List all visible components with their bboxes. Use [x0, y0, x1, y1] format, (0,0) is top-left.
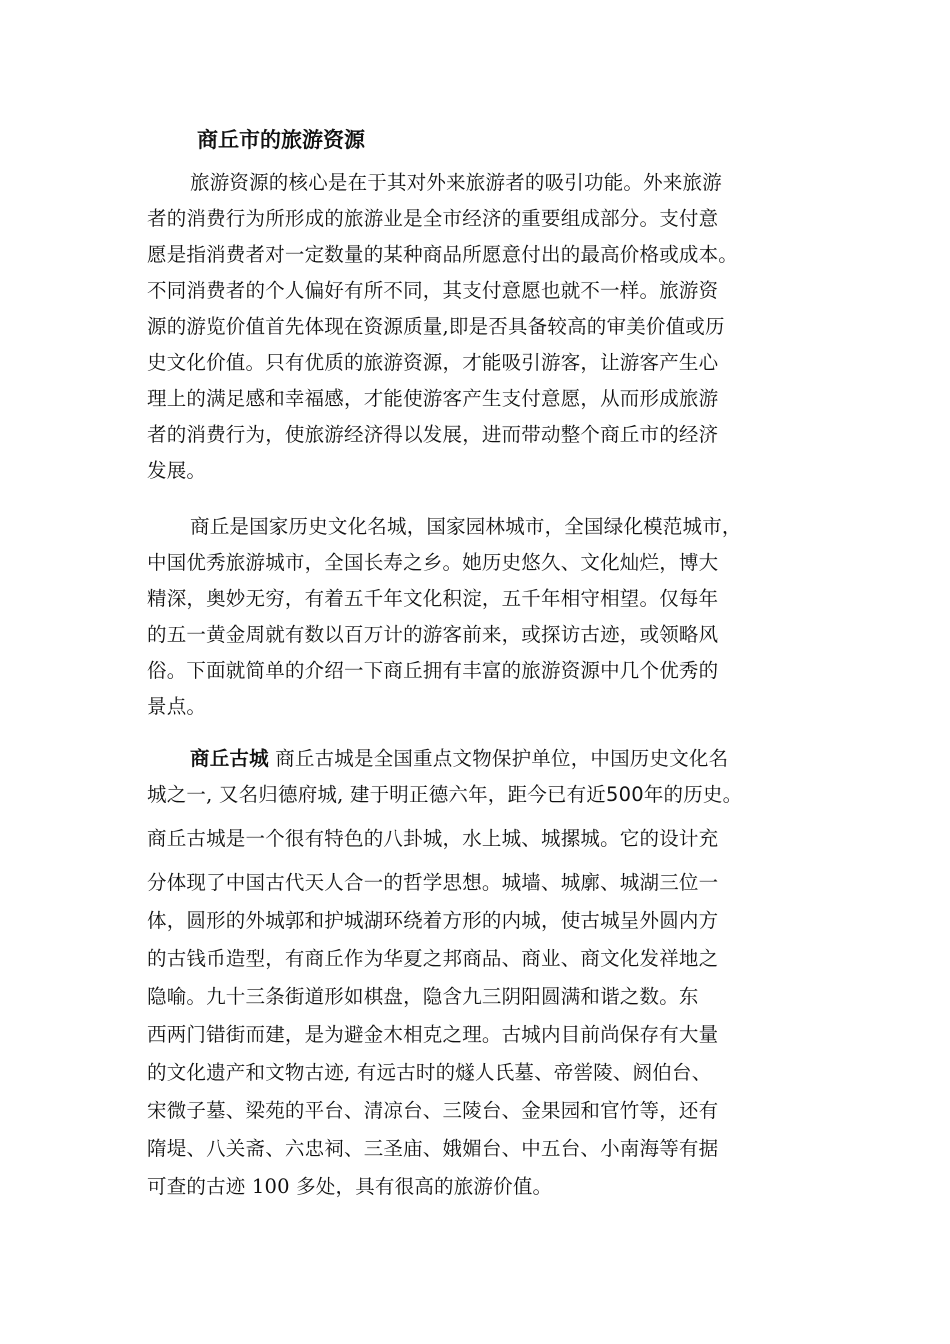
- paragraph-3-line-11: 隋堤、八关斋、六忠祠、三圣庙、娥媚台、中五台、小南海等有据: [147, 1137, 719, 1160]
- years-number: 500: [606, 783, 644, 806]
- paragraph-1-line-7: 理上的满足感和幸福感，才能使游客产生支付意愿，从而形成旅游: [147, 387, 719, 410]
- paragraph-3-line-2-text-a: 城之一, 又名归德府城, 建于明正德六年，距今已有近: [147, 783, 606, 806]
- paragraph-1-line-4: 不同消费者的个人偏好有所不同，其支付意愿也就不一样。旅游资: [147, 279, 719, 302]
- paragraph-3-line-3: 商丘古城是一个很有特色的八卦城，水上城、城摞城。它的设计充: [147, 827, 719, 850]
- paragraph-1-line-8: 者的消费行为，使旅游经济得以发展，进而带动整个商丘市的经济: [147, 423, 719, 446]
- paragraph-3-line-8: 西两门错街而建，是为避金木相克之理。古城内目前尚保存有大量: [147, 1023, 719, 1046]
- paragraph-2-line-2: 中国优秀旅游城市，全国长寿之乡。她历史悠久、文化灿烂，博大: [147, 551, 719, 574]
- paragraph-1-line-2: 者的消费行为所形成的旅游业是全市经济的重要组成部分。支付意: [147, 207, 719, 230]
- section-heading-shangqiu-ancient-city: 商丘古城: [190, 747, 269, 770]
- paragraph-1-line-5: 源的游览价值首先体现在资源质量,即是否具备较高的审美价值或历: [147, 315, 725, 338]
- paragraph-2-line-1: 商丘是国家历史文化名城，国家园林城市，全国绿化模范城市，: [190, 515, 742, 538]
- paragraph-3-line-5: 体，圆形的外城郭和护城湖环绕着方形的内城，使古城呈外圆内方: [147, 909, 719, 932]
- paragraph-3-line-12: 可查的古迹 100 多处，具有很高的旅游价值。: [147, 1175, 553, 1198]
- paragraph-3-line-1: [190, 741, 728, 777]
- paragraph-1-line-1: 旅游资源的核心是在于其对外来旅游者的吸引功能。外来旅游: [190, 171, 722, 194]
- paragraph-3-line-4: 分体现了中国古代天人合一的哲学思想。城墙、城廓、城湖三位一: [147, 871, 719, 894]
- paragraph-2-line-3: 精深，奥妙无穷，有着五千年文化积淀，五千年相守相望。仅每年: [147, 587, 719, 610]
- paragraph-3-line-7: 隐喻。九十三条街道形如棋盘，隐含九三阴阳圆满和谐之数。东: [147, 985, 699, 1008]
- document-title: 商丘市的旅游资源: [197, 127, 365, 152]
- paragraph-1-line-3: 愿是指消费者对一定数量的某种商品所愿意付出的最高价格或成本。: [147, 243, 739, 266]
- paragraph-1-line-6: 史文化价值。只有优质的旅游资源，才能吸引游客，让游客产生心: [147, 351, 719, 374]
- paragraph-3-line-6: 的古钱币造型，有商丘作为华夏之邦商品、商业、商文化发祥地之: [147, 947, 719, 970]
- paragraph-3-line-9: 的文化遗产和文物古迹, 有远古时的燧人氏墓、帝喾陵、阏伯台、: [147, 1061, 712, 1084]
- paragraph-2-line-6: 景点。: [147, 695, 207, 718]
- paragraph-3-line-10: 宋微子墓、梁苑的平台、清凉台、三陵台、金果园和官竹等，还有: [147, 1099, 719, 1122]
- paragraph-2-line-4: 的五一黄金周就有数以百万计的游客前来，或探访古迹，或领略风: [147, 623, 719, 646]
- paragraph-1-line-9: 发展。: [147, 459, 207, 482]
- paragraph-3-line-2: [147, 777, 742, 813]
- paragraph-2-line-5: 俗。下面就简单的介绍一下商丘拥有丰富的旅游资源中几个优秀的: [147, 659, 719, 682]
- paragraph-3-line-1-text: 商丘古城是全国重点文物保护单位，中国历史文化名: [268, 747, 729, 770]
- paragraph-3-line-2-text-b: 年的历史。: [643, 783, 743, 806]
